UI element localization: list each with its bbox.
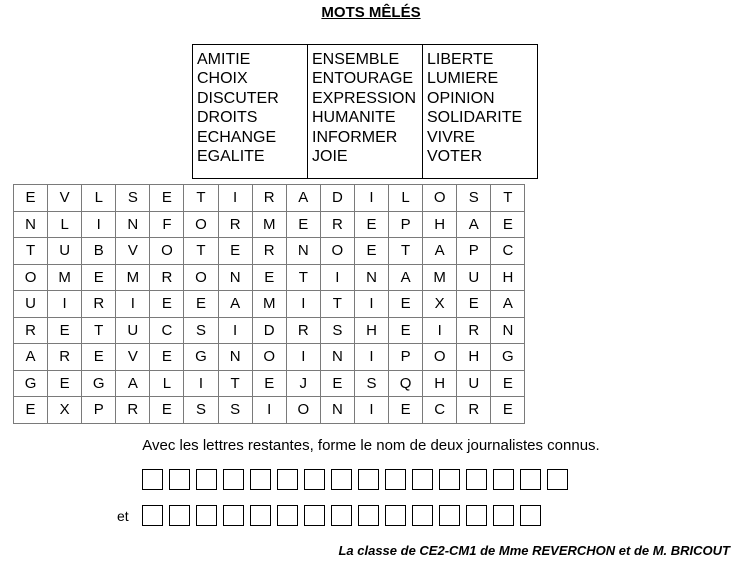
word-list-item: JOIE: [312, 148, 348, 166]
grid-cell[interactable]: O: [423, 344, 457, 371]
grid-cell[interactable]: T: [389, 238, 423, 265]
grid-cell[interactable]: R: [82, 291, 116, 318]
grid-cell[interactable]: E: [150, 397, 184, 424]
grid-cell[interactable]: U: [116, 317, 150, 344]
grid-cell[interactable]: X: [423, 291, 457, 318]
grid-cell[interactable]: M: [116, 264, 150, 291]
grid-cell[interactable]: A: [286, 185, 320, 212]
grid-cell[interactable]: E: [286, 211, 320, 238]
grid-row: [14, 344, 525, 371]
grid-cell[interactable]: E: [389, 397, 423, 424]
grid-cell[interactable]: I: [252, 397, 286, 424]
answer-letter-box[interactable]: [196, 469, 217, 490]
grid-cell[interactable]: E: [218, 238, 252, 265]
grid-cell[interactable]: O: [286, 397, 320, 424]
grid-cell[interactable]: E: [389, 291, 423, 318]
grid-row: [14, 211, 525, 238]
word-list-item: HUMANITE: [312, 109, 396, 127]
answer-letter-box[interactable]: [250, 469, 271, 490]
answer-letter-box[interactable]: [196, 505, 217, 526]
grid-cell[interactable]: E: [354, 211, 388, 238]
grid-cell[interactable]: I: [48, 291, 82, 318]
grid-cell[interactable]: N: [116, 211, 150, 238]
conjunction-label: et: [117, 508, 129, 524]
grid-cell[interactable]: N: [354, 264, 388, 291]
word-list-item: VIVRE: [427, 128, 476, 146]
grid-cell[interactable]: F: [150, 211, 184, 238]
answer-letter-box[interactable]: [385, 469, 406, 490]
word-list-item: DROITS: [197, 109, 258, 127]
answer-letter-box[interactable]: [142, 505, 163, 526]
grid-cell[interactable]: A: [14, 344, 48, 371]
grid-cell[interactable]: I: [218, 185, 252, 212]
grid-cell[interactable]: H: [491, 264, 525, 291]
answer-letter-box[interactable]: [466, 505, 487, 526]
grid-cell[interactable]: V: [116, 344, 150, 371]
grid-cell[interactable]: L: [48, 211, 82, 238]
grid-cell[interactable]: N: [218, 344, 252, 371]
grid-cell[interactable]: E: [82, 264, 116, 291]
answer-letter-box[interactable]: [358, 469, 379, 490]
answer-boxes-row-1: [142, 469, 568, 490]
letter-grid: [13, 184, 525, 424]
grid-row: [14, 370, 525, 397]
answer-letter-box[interactable]: [439, 505, 460, 526]
answer-letter-box[interactable]: [466, 469, 487, 490]
grid-cell[interactable]: J: [286, 370, 320, 397]
grid-cell[interactable]: O: [184, 211, 218, 238]
word-list-item: INFORMER: [312, 128, 398, 146]
grid-cell[interactable]: T: [184, 238, 218, 265]
grid-cell[interactable]: T: [286, 264, 320, 291]
grid-cell[interactable]: T: [184, 185, 218, 212]
grid-cell[interactable]: L: [389, 185, 423, 212]
grid-cell[interactable]: A: [491, 291, 525, 318]
word-list-box: [192, 44, 538, 179]
grid-cell[interactable]: I: [82, 211, 116, 238]
word-list-item: LUMIERE: [427, 70, 499, 88]
word-list-item: OPINION: [427, 89, 495, 107]
answer-letter-box[interactable]: [223, 469, 244, 490]
grid-cell[interactable]: E: [457, 291, 491, 318]
grid-cell[interactable]: E: [354, 238, 388, 265]
answer-letter-box[interactable]: [547, 469, 568, 490]
grid-cell[interactable]: M: [252, 211, 286, 238]
grid-cell[interactable]: H: [423, 370, 457, 397]
answer-letter-box[interactable]: [412, 505, 433, 526]
grid-cell[interactable]: O: [252, 344, 286, 371]
grid-cell[interactable]: O: [320, 238, 354, 265]
answer-letter-box[interactable]: [412, 469, 433, 490]
answer-letter-box[interactable]: [250, 505, 271, 526]
grid-cell[interactable]: I: [354, 397, 388, 424]
answer-letter-box[interactable]: [304, 469, 325, 490]
grid-cell[interactable]: E: [491, 370, 525, 397]
answer-letter-box[interactable]: [277, 469, 298, 490]
grid-cell[interactable]: R: [150, 264, 184, 291]
grid-cell[interactable]: N: [320, 344, 354, 371]
page-title: MOTS MÊLÉS: [321, 4, 421, 21]
grid-cell[interactable]: S: [457, 185, 491, 212]
grid-cell[interactable]: T: [491, 185, 525, 212]
answer-letter-box[interactable]: [277, 505, 298, 526]
answer-letter-box[interactable]: [223, 505, 244, 526]
footer-credit: La classe de CE2-CM1 de Mme REVERCHON et de M. BRICOUT: [338, 543, 730, 558]
answer-letter-box[interactable]: [169, 505, 190, 526]
grid-cell[interactable]: P: [389, 344, 423, 371]
grid-cell[interactable]: S: [218, 397, 252, 424]
grid-cell[interactable]: L: [82, 185, 116, 212]
answer-letter-box[interactable]: [493, 469, 514, 490]
answer-letter-box[interactable]: [331, 505, 352, 526]
grid-cell[interactable]: M: [48, 264, 82, 291]
grid-cell[interactable]: X: [48, 397, 82, 424]
word-list-item: ECHANGE: [197, 128, 277, 146]
grid-cell[interactable]: E: [320, 370, 354, 397]
grid-cell[interactable]: G: [491, 344, 525, 371]
grid-cell[interactable]: P: [82, 397, 116, 424]
grid-cell[interactable]: Q: [389, 370, 423, 397]
word-list-item: CHOIX: [197, 70, 248, 88]
answer-letter-box[interactable]: [358, 505, 379, 526]
answer-letter-box[interactable]: [520, 505, 541, 526]
grid-cell[interactable]: N: [218, 264, 252, 291]
grid-cell[interactable]: R: [286, 317, 320, 344]
grid-cell[interactable]: R: [457, 397, 491, 424]
word-column-3: [423, 45, 537, 178]
grid-cell[interactable]: N: [14, 211, 48, 238]
grid-cell[interactable]: I: [116, 291, 150, 318]
grid-cell[interactable]: P: [389, 211, 423, 238]
grid-cell[interactable]: T: [14, 238, 48, 265]
grid-cell[interactable]: G: [82, 370, 116, 397]
grid-row: [14, 397, 525, 424]
grid-cell[interactable]: G: [184, 344, 218, 371]
grid-cell[interactable]: O: [150, 238, 184, 265]
grid-cell[interactable]: M: [252, 291, 286, 318]
grid-cell[interactable]: A: [457, 211, 491, 238]
grid-cell[interactable]: R: [218, 211, 252, 238]
answer-letter-box[interactable]: [331, 469, 352, 490]
grid-row: [14, 264, 525, 291]
grid-cell[interactable]: T: [218, 370, 252, 397]
grid-cell[interactable]: R: [252, 185, 286, 212]
grid-cell[interactable]: T: [320, 291, 354, 318]
grid-cell[interactable]: R: [320, 211, 354, 238]
grid-cell[interactable]: S: [354, 370, 388, 397]
grid-cell[interactable]: M: [423, 264, 457, 291]
grid-cell[interactable]: E: [184, 291, 218, 318]
grid-cell[interactable]: L: [150, 370, 184, 397]
grid-cell[interactable]: E: [14, 397, 48, 424]
grid-cell[interactable]: E: [82, 344, 116, 371]
grid-cell[interactable]: O: [423, 185, 457, 212]
grid-cell[interactable]: V: [48, 185, 82, 212]
grid-cell[interactable]: U: [48, 238, 82, 265]
grid-cell[interactable]: E: [252, 264, 286, 291]
grid-cell[interactable]: A: [423, 238, 457, 265]
answer-letter-box[interactable]: [304, 505, 325, 526]
grid-cell[interactable]: E: [491, 397, 525, 424]
grid-cell[interactable]: S: [184, 317, 218, 344]
grid-cell[interactable]: C: [423, 397, 457, 424]
grid-cell[interactable]: A: [389, 264, 423, 291]
grid-cell[interactable]: I: [286, 291, 320, 318]
grid-cell[interactable]: T: [82, 317, 116, 344]
word-list-item: AMITIE: [197, 51, 251, 68]
word-list-item: VOTER: [427, 148, 483, 166]
word-column-2: [308, 45, 423, 178]
answer-letter-box[interactable]: [385, 505, 406, 526]
grid-cell[interactable]: H: [354, 317, 388, 344]
grid-cell[interactable]: E: [150, 291, 184, 318]
answer-letter-box[interactable]: [439, 469, 460, 490]
grid-row: [14, 317, 525, 344]
grid-cell[interactable]: E: [150, 344, 184, 371]
grid-cell[interactable]: E: [48, 317, 82, 344]
word-list-item: EGALITE: [197, 148, 265, 166]
grid-row: [14, 238, 525, 265]
grid-cell[interactable]: I: [354, 291, 388, 318]
grid-cell[interactable]: A: [218, 291, 252, 318]
grid-cell[interactable]: O: [184, 264, 218, 291]
grid-cell[interactable]: I: [354, 344, 388, 371]
grid-cell[interactable]: B: [82, 238, 116, 265]
grid-cell[interactable]: N: [286, 238, 320, 265]
grid-cell[interactable]: P: [457, 238, 491, 265]
grid-cell[interactable]: R: [48, 344, 82, 371]
grid-row: [14, 291, 525, 318]
grid-cell[interactable]: E: [14, 185, 48, 212]
grid-cell[interactable]: G: [14, 370, 48, 397]
grid-cell[interactable]: E: [389, 317, 423, 344]
grid-cell[interactable]: C: [150, 317, 184, 344]
grid-cell[interactable]: R: [14, 317, 48, 344]
answer-letter-box[interactable]: [493, 505, 514, 526]
grid-cell[interactable]: V: [116, 238, 150, 265]
grid-cell[interactable]: N: [491, 317, 525, 344]
grid-cell[interactable]: H: [457, 344, 491, 371]
instruction-text: Avec les lettres restantes, forme le nom de deux journalistes connus.: [142, 437, 600, 454]
grid-cell[interactable]: R: [252, 238, 286, 265]
grid-cell[interactable]: E: [150, 185, 184, 212]
word-column-1: [193, 45, 308, 178]
word-list-item: EXPRESSION: [312, 89, 417, 107]
answer-letter-box[interactable]: [142, 469, 163, 490]
grid-cell[interactable]: I: [354, 185, 388, 212]
grid-cell[interactable]: R: [457, 317, 491, 344]
grid-cell[interactable]: I: [320, 264, 354, 291]
grid-cell[interactable]: I: [218, 317, 252, 344]
grid-cell[interactable]: S: [116, 185, 150, 212]
word-list-item: LIBERTE: [427, 51, 494, 68]
grid-row: [14, 185, 525, 212]
grid-cell[interactable]: I: [184, 370, 218, 397]
word-list-item: ENTOURAGE: [312, 70, 414, 88]
answer-boxes-row-2: [142, 505, 541, 526]
grid-cell[interactable]: R: [116, 397, 150, 424]
grid-cell[interactable]: U: [457, 370, 491, 397]
word-list-item: SOLIDARITE: [427, 109, 523, 127]
grid-cell[interactable]: C: [491, 238, 525, 265]
answer-letter-box[interactable]: [520, 469, 541, 490]
answer-letter-box[interactable]: [169, 469, 190, 490]
grid-cell[interactable]: N: [320, 397, 354, 424]
grid-cell[interactable]: A: [116, 370, 150, 397]
grid-cell[interactable]: E: [491, 211, 525, 238]
word-list-item: ENSEMBLE: [312, 51, 400, 68]
grid-cell[interactable]: E: [252, 370, 286, 397]
grid-cell[interactable]: U: [457, 264, 491, 291]
word-list-item: DISCUTER: [197, 89, 279, 107]
grid-cell[interactable]: H: [423, 211, 457, 238]
grid-cell[interactable]: D: [320, 185, 354, 212]
grid-cell[interactable]: I: [286, 344, 320, 371]
grid-cell[interactable]: I: [423, 317, 457, 344]
grid-cell[interactable]: S: [320, 317, 354, 344]
grid-cell[interactable]: E: [48, 370, 82, 397]
grid-cell[interactable]: S: [184, 397, 218, 424]
grid-cell[interactable]: O: [14, 264, 48, 291]
grid-cell[interactable]: U: [14, 291, 48, 318]
grid-cell[interactable]: D: [252, 317, 286, 344]
